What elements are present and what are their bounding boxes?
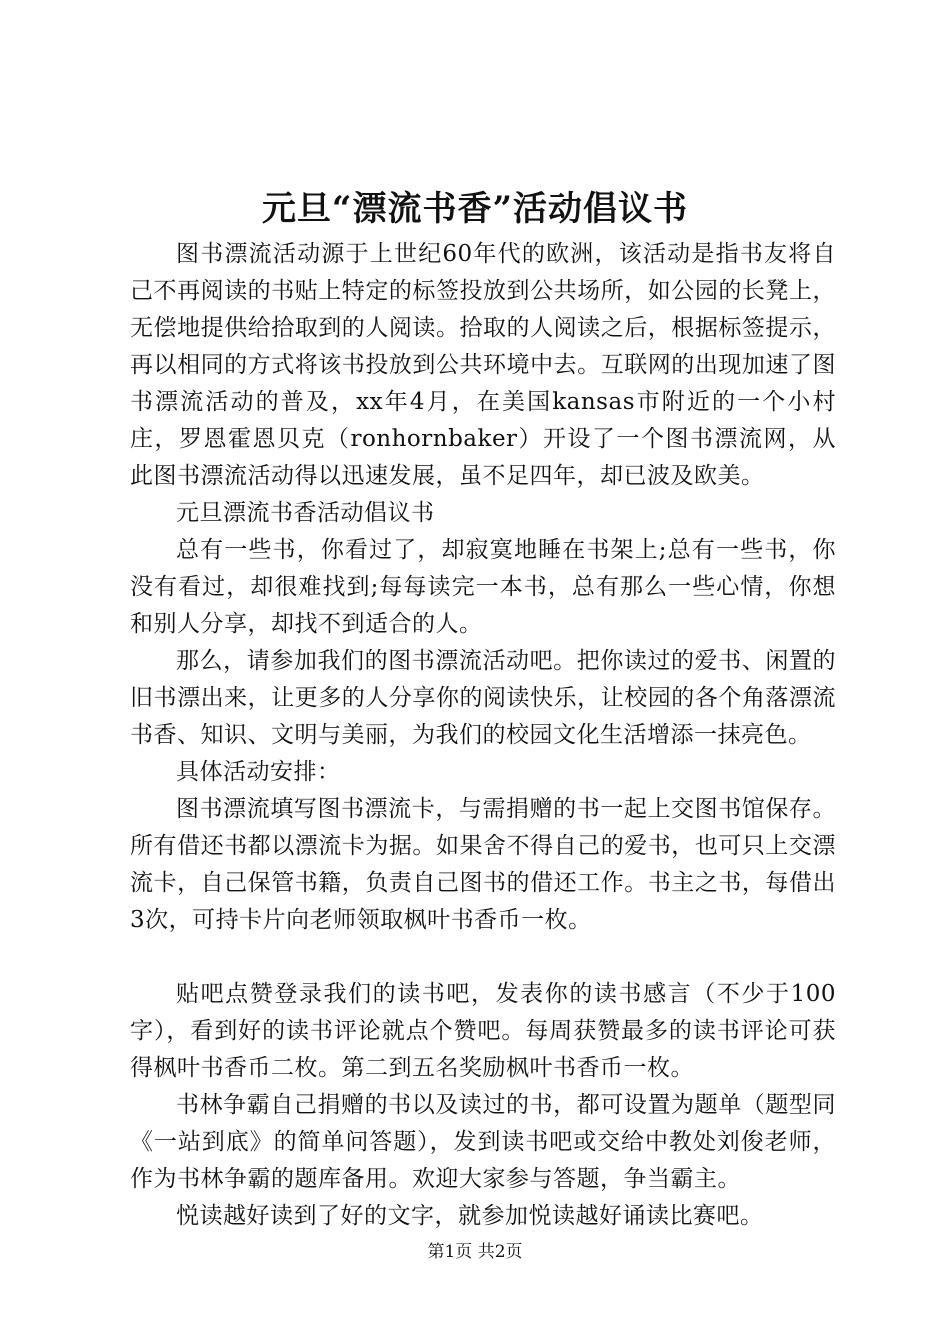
paragraph-gap bbox=[130, 939, 836, 976]
paragraph-book-contest: 书林争霸自己捐赠的书以及读过的书，都可设置为题单（题型同《一站到底》的简单问答题），发到读书吧或交给中教处刘俊老师，作为书林争霸的题库备用。欢迎大家参与答题，争当霸主。 bbox=[130, 1092, 836, 1192]
page-footer: 第1页 共2页 bbox=[427, 1242, 523, 1262]
paragraph-drift-card: 图书漂流填写图书漂流卡，与需捐赠的书一起上交图书馆保存。所有借还书都以漂流卡为据。如果舍不得自己的爱书，也可只上交漂流卡，自己保管书籍，负责自己图书的借还工作。书主之书，每借出3次，可持卡片向老师领取枫叶书香币一枚。 bbox=[130, 796, 836, 933]
document-body bbox=[130, 236, 836, 1235]
paragraph-invitation: 那么，请参加我们的图书漂流活动吧。把你读过的爱书、闲置的旧书漂出来，让更多的人分享你的阅读快乐，让校园的各个角落漂流书香、知识、文明与美丽，为我们的校园文化生活增添一抹亮色。 bbox=[130, 648, 836, 748]
document-title: 元旦“漂流书香”活动倡议书 bbox=[261, 189, 689, 229]
paragraph-arrangement-heading: 具体活动安排： bbox=[176, 759, 341, 785]
paragraph-books: 总有一些书，你看过了，却寂寞地睡在书架上;总有一些书，你没有看过，却很难找到;每每读完一本书，总有那么一些心情，你想和别人分享，却找不到适合的人。 bbox=[130, 537, 836, 637]
paragraph-intro: 图书漂流活动源于上世纪60年代的欧洲，该活动是指书友将自己不再阅读的书贴上特定的标签投放到公共场所，如公园的长凳上，无偿地提供给拾取到的人阅读。拾取的人阅读之后，根据标签提示，再以相同的方式将该书投放到公共环境中去。互联网的出现加速了图书漂流活动的普及，xx年4月，在美国kansas市附近的一个小村庄，罗恩霍恩贝克（ronhornbaker）开设了一个图书漂流网，从此图书漂流活动得以迅速发展，虽不足四年，却已波及欧美。 bbox=[130, 241, 836, 489]
paragraph-subtitle: 元旦漂流书香活动倡议书 bbox=[176, 500, 435, 526]
paragraph-reading-contest: 悦读越好读到了好的文字，就参加悦读越好诵读比赛吧。 bbox=[176, 1203, 764, 1229]
paragraph-tieba-like: 贴吧点赞登录我们的读书吧，发表你的读书感言（不少于100字），看到好的读书评论就点个赞吧。每周获赞最多的读书评论可获得枫叶书香币二枚。第二到五名奖励枫叶书香币一枚。 bbox=[130, 981, 836, 1081]
